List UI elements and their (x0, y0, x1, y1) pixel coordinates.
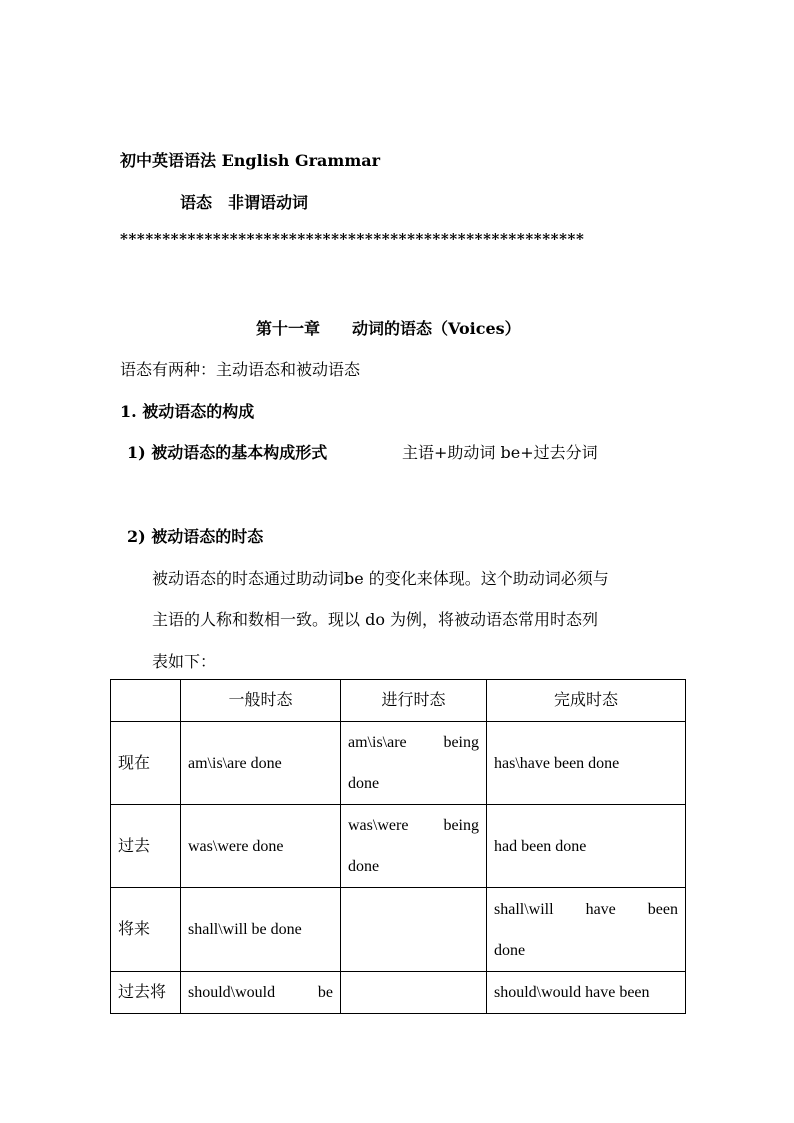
table-row (111, 722, 686, 805)
paragraph-line-3: 表如下： (152, 652, 217, 671)
cell-progressive-line-2: done (348, 775, 380, 792)
table-row (111, 972, 686, 1014)
tense-table (110, 679, 686, 1014)
cell-progressive-line-2: done (348, 858, 380, 875)
document-subtitle: 语态 非谓语动词 (180, 193, 309, 212)
cell-progressive (341, 722, 487, 805)
table-row (111, 805, 686, 888)
cell-perfect-line-1: shall\will have been (494, 900, 678, 918)
table-row (111, 888, 686, 972)
section-heading: 1. 被动语态的构成 (120, 402, 255, 421)
table-header-corner (111, 680, 181, 722)
cell-perfect: had been done (487, 805, 686, 888)
paragraph-line-2: 主语的人称和数相一致。现以 do 为例，将被动语态常用时态列 (152, 610, 599, 629)
cell-simple: should\would be (181, 972, 341, 1014)
item-1-label: 1) 被动语态的基本构成形式 (127, 443, 328, 462)
cell-progressive (341, 888, 487, 972)
cell-simple: shall\will be done (181, 888, 341, 972)
cell-perfect: should\would have been (487, 972, 686, 1014)
cell-simple: am\is\are done (181, 722, 341, 805)
cell-simple: was\were done (181, 805, 341, 888)
table-header-row (111, 680, 686, 722)
cell-progressive (341, 805, 487, 888)
separator-line: ******************************************************* (120, 230, 585, 248)
row-label: 过去 (111, 805, 181, 888)
document-title: 初中英语语法 English Grammar (120, 151, 381, 170)
table-header-perfect: 完成时态 (487, 680, 686, 722)
cell-progressive-line-1: am\is\are being (348, 734, 479, 751)
cell-progressive (341, 972, 487, 1014)
cell-perfect (487, 888, 686, 972)
paragraph-line-1: 被动语态的时态通过助动词be 的变化来体现。这个助动词必须与 (152, 569, 609, 588)
cell-perfect: has\have been done (487, 722, 686, 805)
cell-progressive-line-1: was\were being (348, 817, 479, 834)
item-1-formula: 主语+助动词 be+过去分词 (402, 443, 598, 462)
table-header-progressive: 进行时态 (341, 680, 487, 722)
table-header-simple: 一般时态 (181, 680, 341, 722)
intro-text: 语态有两种：主动语态和被动语态 (120, 360, 361, 379)
row-label: 过去将 (111, 972, 181, 1014)
chapter-title: 第十一章 动词的语态（Voices） (256, 319, 521, 338)
cell-perfect-line-2: done (494, 941, 526, 959)
row-label: 将来 (111, 888, 181, 972)
row-label: 现在 (111, 722, 181, 805)
item-2-label: 2) 被动语态的时态 (127, 527, 264, 546)
